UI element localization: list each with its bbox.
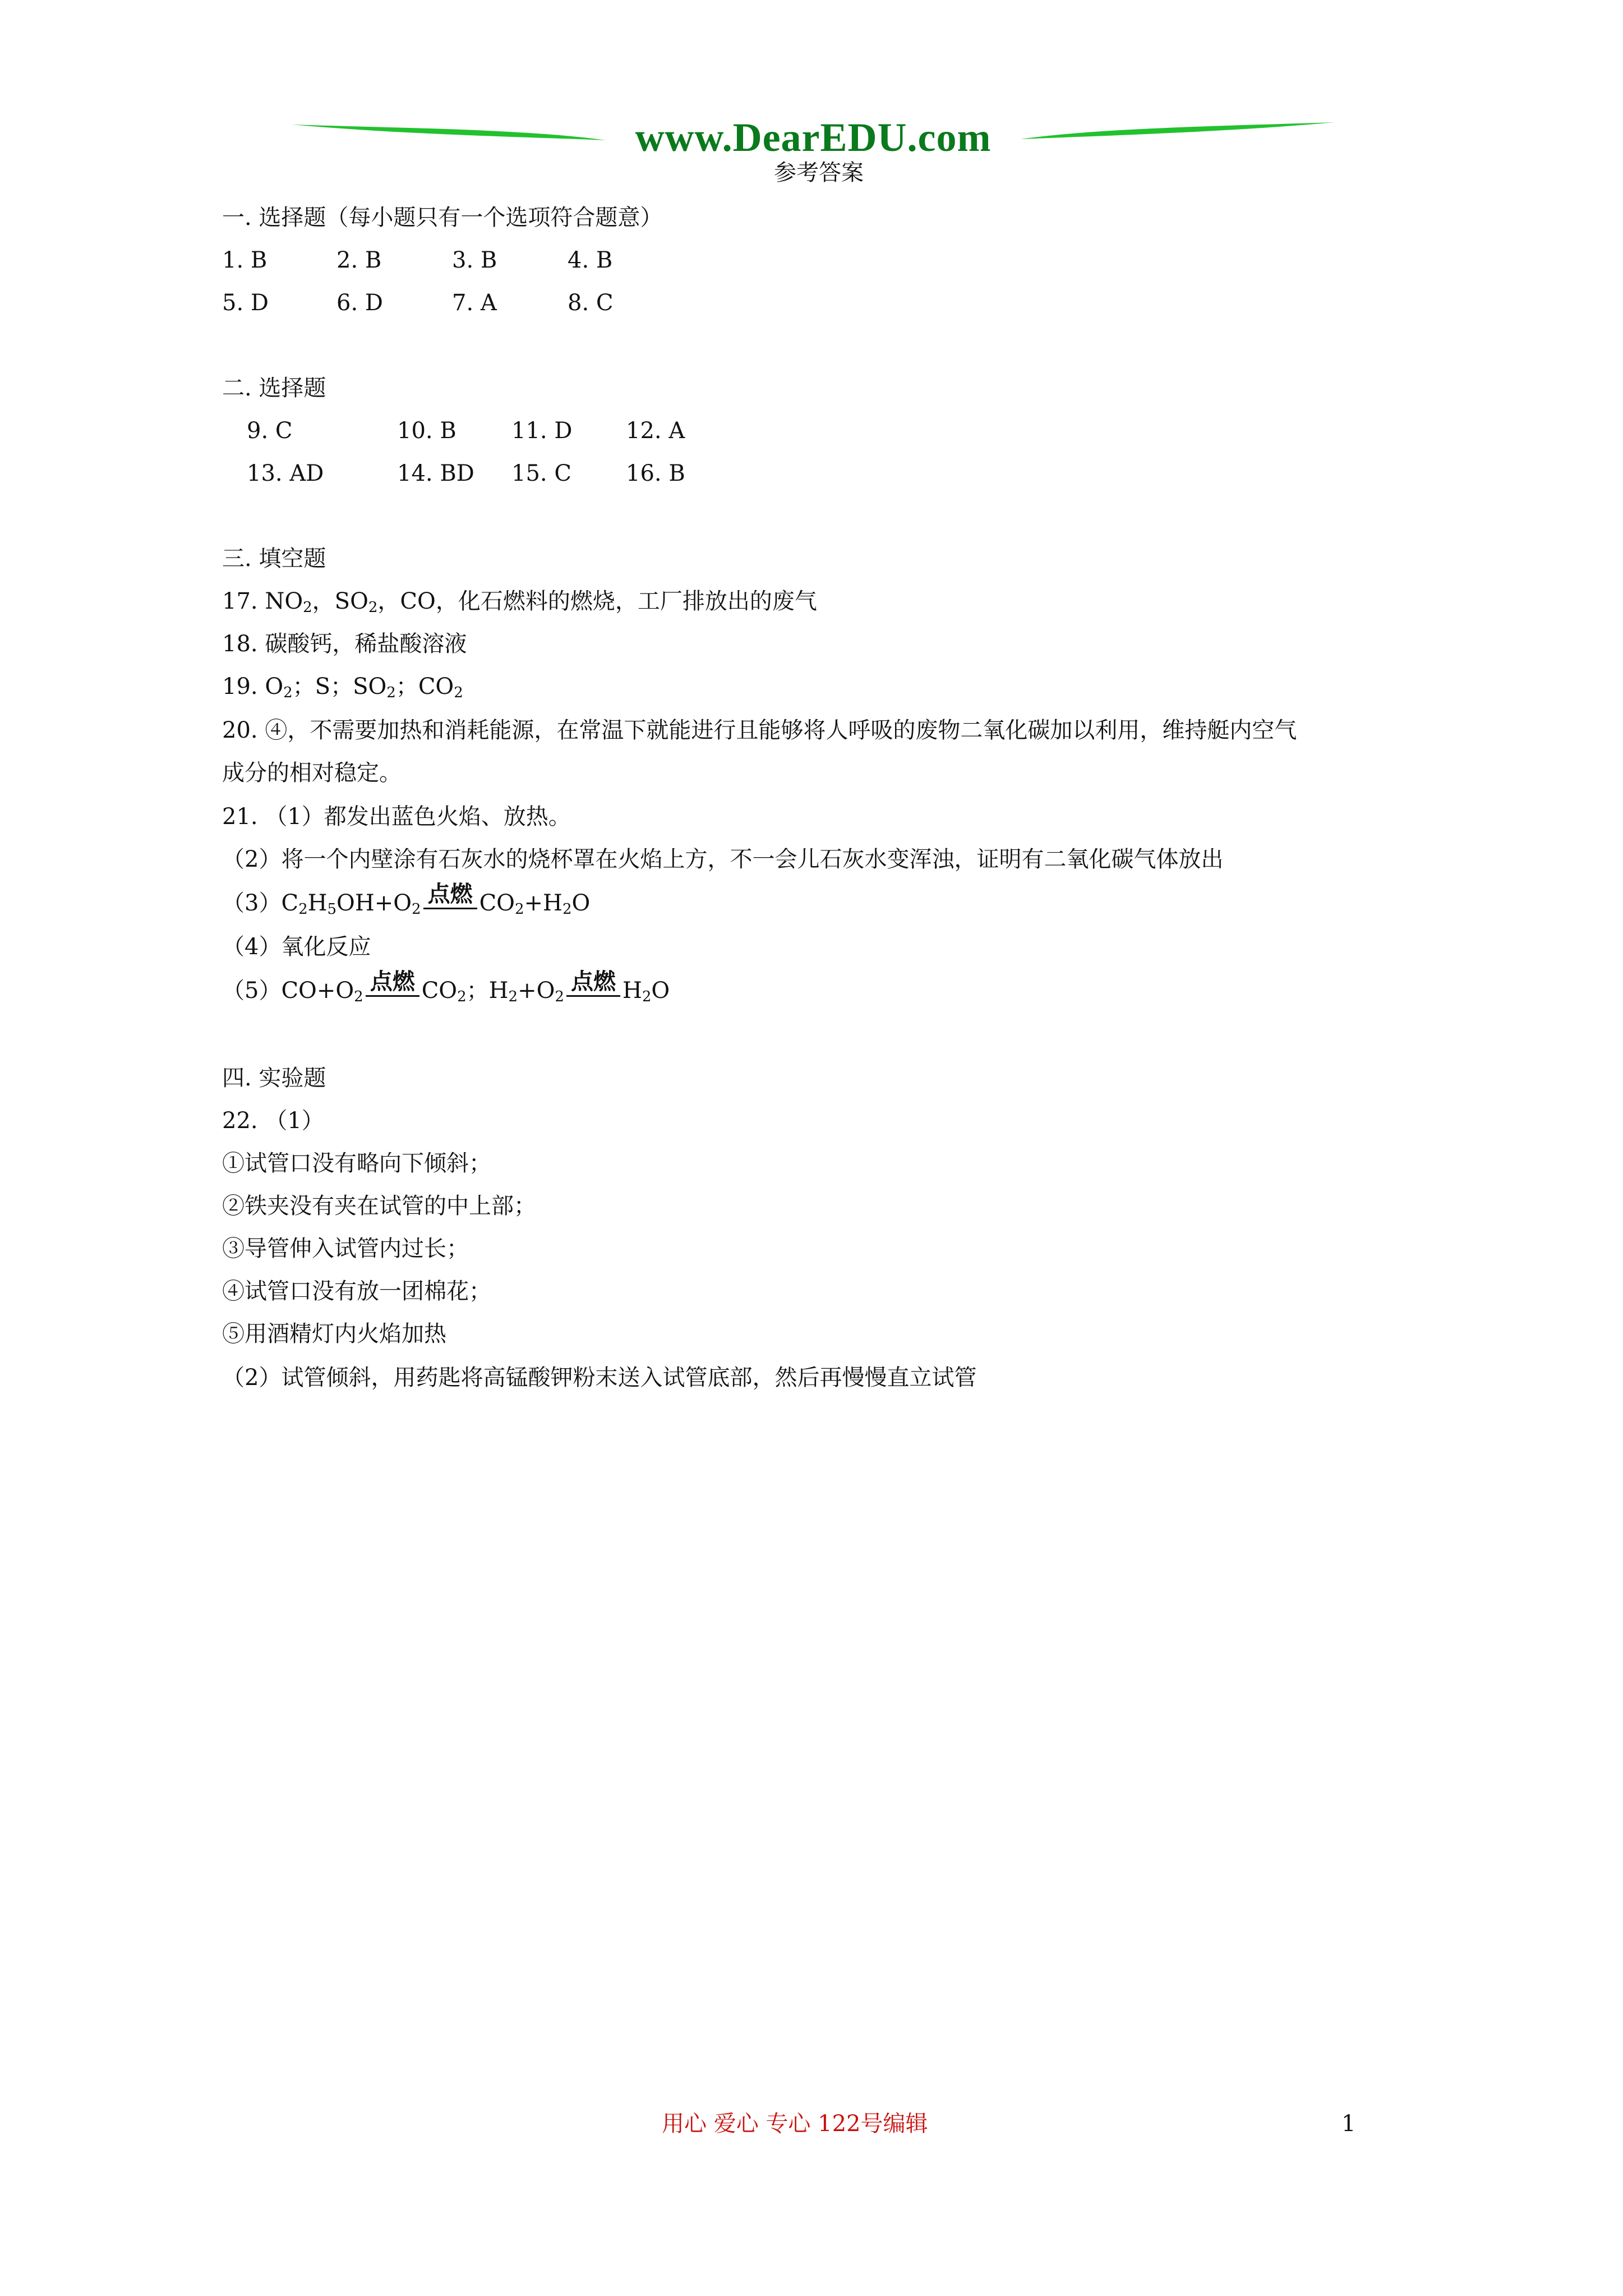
- answer-1: 1. B: [222, 247, 268, 273]
- answer-17: 17. $NO_2$，$SO_2$，CO，化石燃料的燃烧，工厂排放出的废气: [222, 588, 817, 616]
- answer-7: 7. A: [452, 290, 497, 316]
- answer-2: 2. B: [336, 247, 382, 273]
- reaction-condition: [366, 969, 419, 1006]
- answer-22-item-5: ⑤用酒精灯内火焰加热: [222, 1321, 446, 1347]
- answer-22-item-3: ③导管伸入试管内过长；: [222, 1236, 469, 1262]
- answer-6: 6. D: [336, 290, 383, 316]
- answer-21-part-5: [222, 969, 670, 1006]
- answer-21-part-4: （4）氧化反应: [222, 934, 371, 960]
- answer-8: 8. C: [568, 290, 614, 316]
- answer-21-part-2: （2）将一个内壁涂有石灰水的烧杯罩在火焰上方，不一会儿石灰水变浑浊，证明有二氧化碳气体放出: [222, 846, 1224, 872]
- equation-middle: $CO_2$；$H_2+O_2$: [421, 978, 564, 1005]
- answer-5: 5. D: [222, 290, 269, 316]
- equation-1-reactants: $(5)CO+O_2$: [222, 978, 363, 1005]
- page-number: 1: [1341, 2111, 1356, 2137]
- right-swoosh: [1021, 122, 1335, 139]
- answer-18: 18. 碳酸钙，稀盐酸溶液: [222, 631, 467, 657]
- section-3-heading: 三. 填空题: [222, 546, 326, 572]
- condition-line: [366, 995, 419, 997]
- condition-label: 点燃: [427, 881, 473, 907]
- reaction-condition: [566, 969, 620, 1006]
- condition-label: 点燃: [370, 969, 415, 995]
- answer-13: 13. AD: [247, 461, 324, 486]
- answer-21-part-3: [222, 881, 591, 919]
- condition-line: [566, 995, 620, 997]
- equation-2-products: $H_2O$: [622, 978, 670, 1005]
- answer-22-part-2: （2）试管倾斜，用药匙将高锰酸钾粉末送入试管底部，然后再慢慢直立试管: [222, 1365, 977, 1391]
- answer-22-item-1: ①试管口没有略向下倾斜；: [222, 1151, 491, 1176]
- answer-20-line-2: 成分的相对稳定。: [222, 760, 402, 786]
- condition-line: [423, 908, 477, 909]
- left-swoosh: [292, 125, 606, 140]
- condition-label: 点燃: [570, 969, 616, 995]
- document-title: 参考答案: [774, 160, 864, 186]
- answer-22: 22. （1）: [222, 1108, 324, 1134]
- section-1-heading: 一. 选择题（每小题只有一个选项符合题意）: [222, 205, 663, 231]
- equation-reactants: $(3)C_2H_5OH+O_2$: [222, 890, 421, 918]
- answer-22-item-4: ④试管口没有放一团棉花；: [222, 1278, 491, 1304]
- brand-logo-text: www.DearEDU.com: [635, 115, 992, 160]
- answer-10: 10. B: [397, 418, 457, 444]
- section-4-heading: 四. 实验题: [222, 1065, 326, 1091]
- answer-21-part-1: 21. （1）都发出蓝色火焰、放热。: [222, 804, 571, 830]
- answer-3: 3. B: [452, 247, 497, 273]
- answer-15: 15. C: [511, 461, 571, 486]
- footer-text: 用心 爱心 专心 122号编辑: [662, 2111, 928, 2137]
- section-2-heading: 二. 选择题: [222, 375, 326, 401]
- answer-20-line-1: 20. ④，不需要加热和消耗能源，在常温下就能进行且能够将人呼吸的废物二氧化碳加以利用，维持艇内空气: [222, 717, 1297, 743]
- answer-19: 19. $O_2$；S；$SO_2$；$CO_2$: [222, 674, 463, 701]
- reaction-condition: [423, 881, 477, 919]
- equation-products: $CO_2+H_2O$: [479, 890, 591, 918]
- answer-9: 9. C: [247, 418, 293, 444]
- answer-12: 12. A: [626, 418, 685, 444]
- answer-14: 14. BD: [397, 461, 474, 486]
- answer-4: 4. B: [568, 247, 613, 273]
- answer-11: 11. D: [511, 418, 573, 444]
- answer-22-item-2: ②铁夹没有夹在试管的中上部；: [222, 1193, 536, 1219]
- answer-16: 16. B: [626, 461, 685, 486]
